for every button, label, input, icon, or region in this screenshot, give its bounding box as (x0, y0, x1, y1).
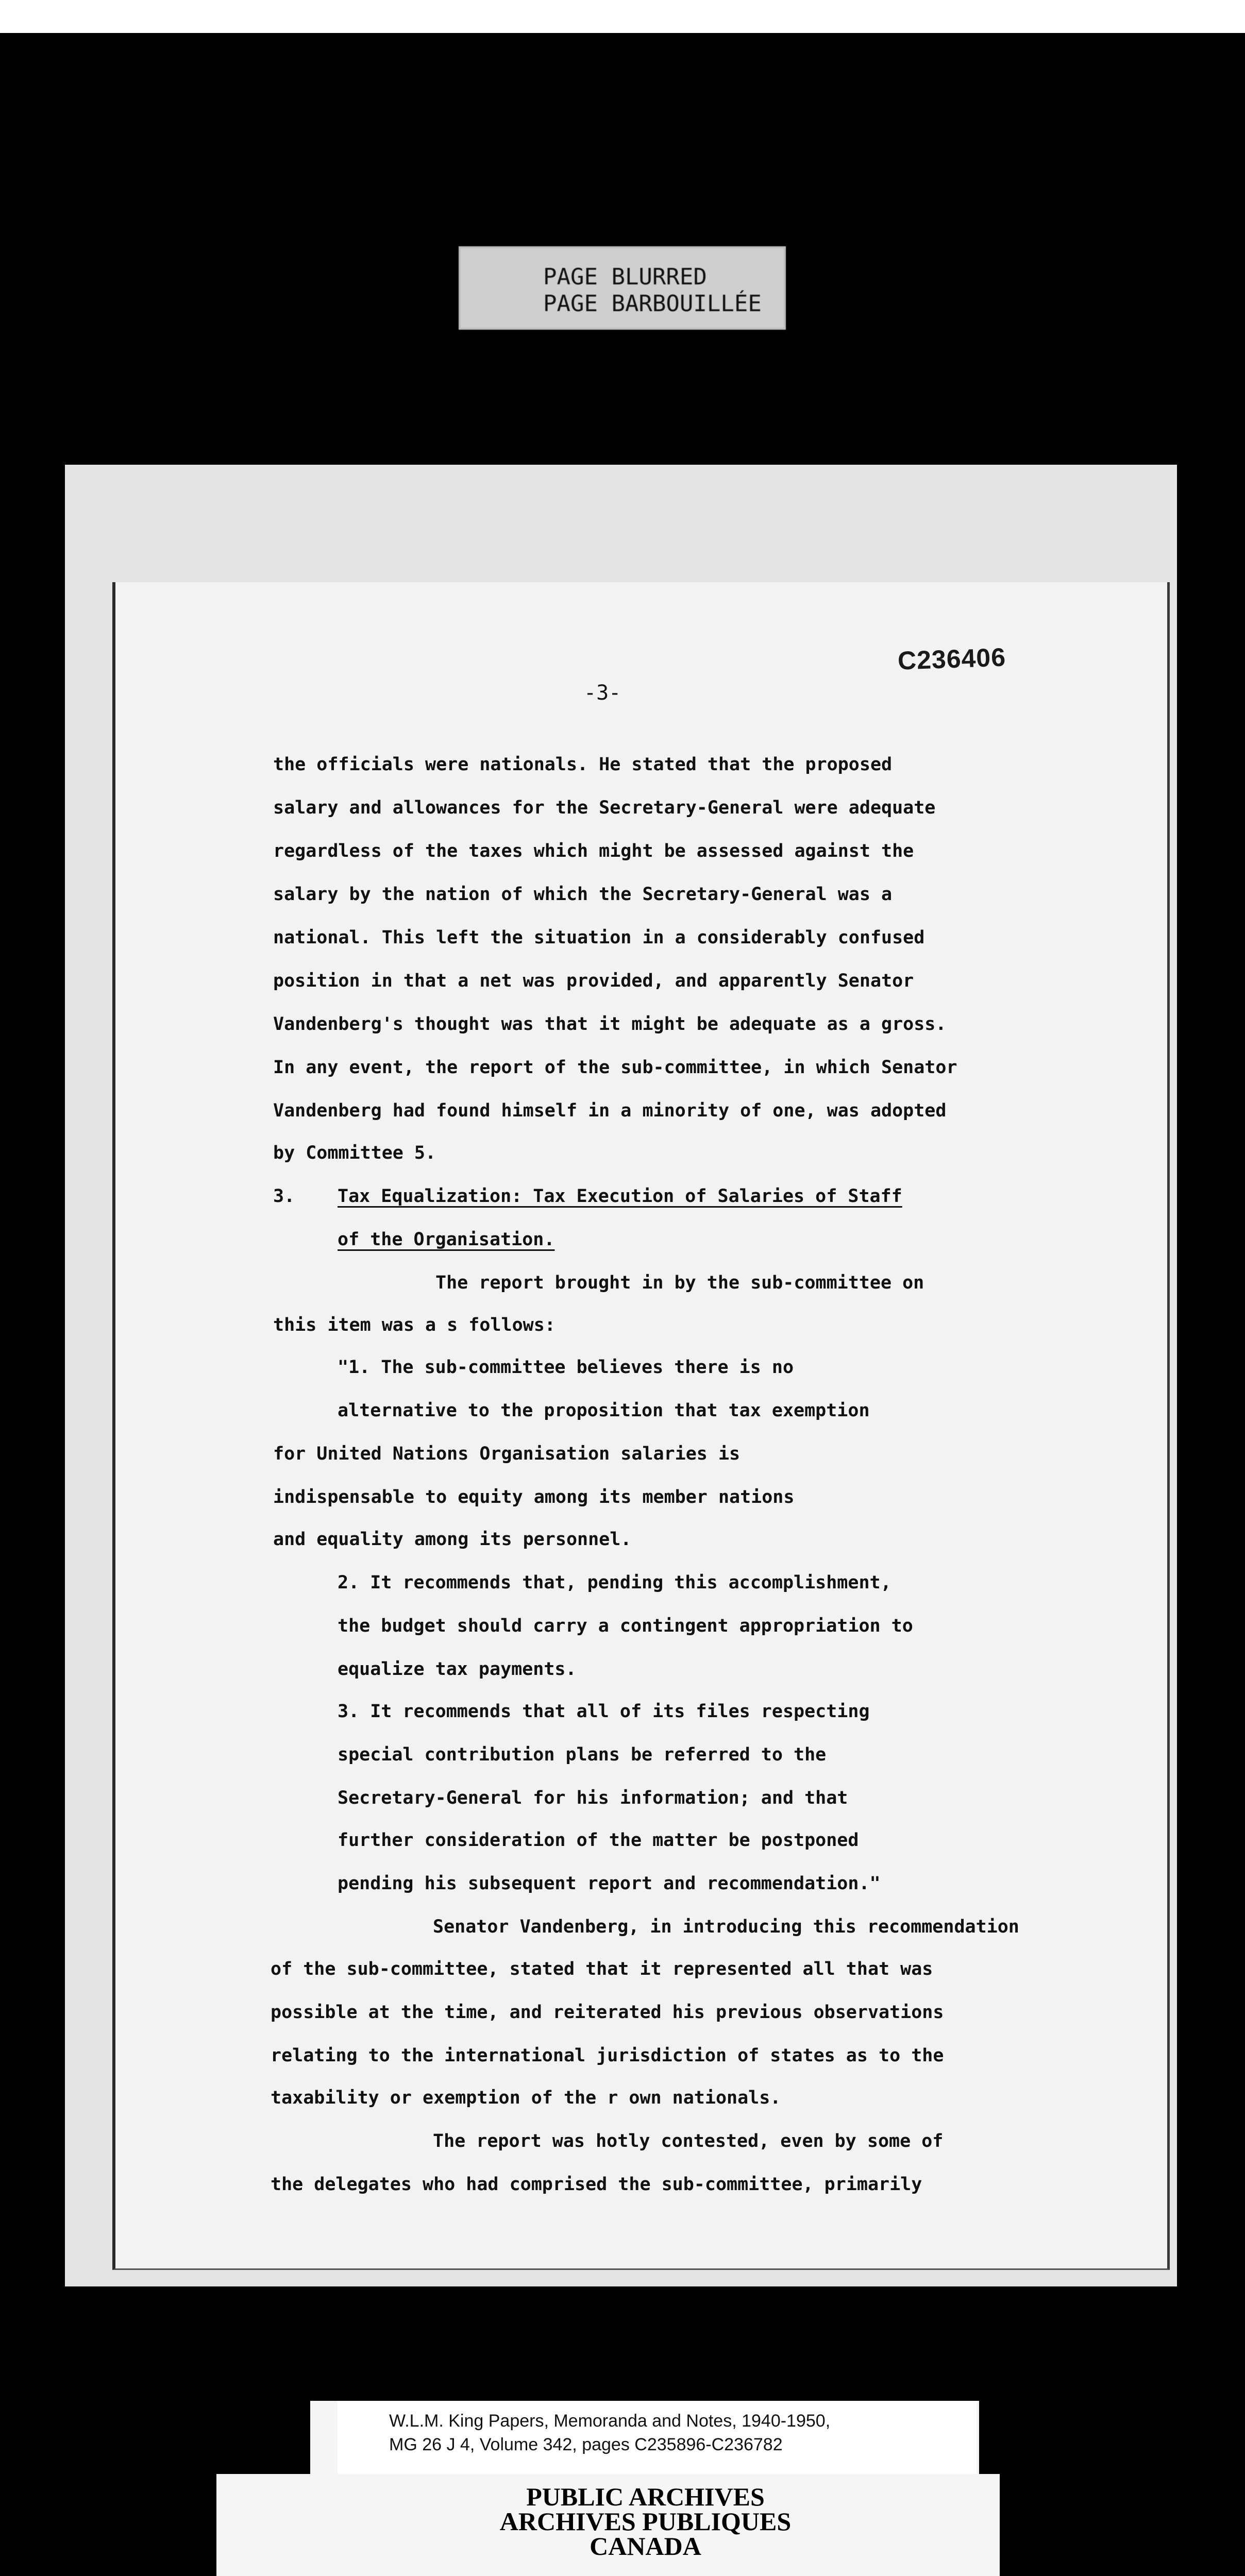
section-heading: Tax Equalization: Tax Execution of Salaries of Staff (338, 1186, 902, 1207)
text-line: by Committee 5. (273, 1143, 436, 1163)
collection-caption (338, 2401, 977, 2474)
quote-line: for United Nations Organisation salaries is (273, 1444, 741, 1464)
quote-line: 3. It recommends that all of its files respecting (338, 1701, 870, 1722)
section-heading-cont: of the Organisation. (338, 1229, 555, 1250)
text-line: national. This left the situation in a considerably confused (273, 927, 925, 948)
archive-title-en: PUBLIC ARCHIVES (526, 2482, 765, 2511)
quote-line: further consideration of the matter be postponed (338, 1830, 859, 1851)
quote-line: 2. It recommends that, pending this accomplishment, (338, 1572, 891, 1593)
text-line: position in that a net was provided, and apparently Senator (273, 971, 914, 991)
quote-line: and equality among its personnel. (273, 1529, 632, 1550)
text-line: Vandenberg's thought was that it might be adequate as a gross. (273, 1014, 947, 1035)
text-line: relating to the international jurisdiction of states as to the (271, 2045, 944, 2066)
quote-line: indispensable to equity among its member nations (273, 1487, 795, 1507)
text-line: In any event, the report of the sub-committee, in which Senator (273, 1057, 957, 1078)
quote-line: "1. The sub-committee believes there is no (338, 1357, 794, 1378)
text-line: taxability or exemption of the r own nationals. (271, 2088, 781, 2108)
top-margin (0, 0, 1245, 33)
text-line: possible at the time, and reiterated his previous observations (271, 2002, 944, 2023)
text-line: salary by the nation of which the Secretary-General was a (273, 884, 893, 905)
blur-label-en: PAGE BLURRED (543, 264, 707, 290)
quote-line: special contribution plans be referred to the (338, 1744, 827, 1765)
quote-line: alternative to the proposition that tax exemption (338, 1400, 870, 1421)
caption-line-1: W.L.M. King Papers, Memoranda and Notes, 1940-1950, (389, 2411, 831, 2431)
text-line: the officials were nationals. He stated that the proposed (273, 754, 893, 775)
text-line: salary and allowances for the Secretary-General were adequate (273, 798, 936, 818)
archive-title (312, 2482, 979, 2561)
caption-line-2: MG 26 J 4, Volume 342, pages C235896-C236782 (389, 2435, 783, 2454)
text-line: regardless of the taxes which might be assessed against the (273, 841, 914, 861)
text-line: The report brought in by the sub-committee on (435, 1273, 924, 1293)
archive-title-fr: ARCHIVES PUBLIQUES (499, 2507, 792, 2536)
text-line: Vandenberg had found himself in a minority of one, was adopted (273, 1100, 947, 1121)
quote-line: Secretary-General for his information; and that (338, 1788, 848, 1808)
footer-shadow-right (979, 2401, 1000, 2474)
page-number: -3- (584, 681, 621, 705)
quote-line: equalize tax payments. (338, 1659, 577, 1680)
quote-line: pending his subsequent report and recommendation." (338, 1873, 881, 1894)
archive-stamp: C236406 (897, 642, 1006, 675)
archive-country: CANADA (590, 2532, 701, 2561)
quote-line: the budget should carry a contingent appropriation to (338, 1616, 913, 1636)
text-line: of the sub-committee, stated that it represented all that was (271, 1959, 933, 1979)
section-number: 3. (273, 1186, 295, 1207)
text-line: The report was hotly contested, even by some of (433, 2131, 944, 2151)
text-line: this item was a s follows: (273, 1315, 556, 1335)
page-blurred-label (459, 246, 786, 330)
footer-shadow-left (216, 2401, 310, 2474)
text-line: the delegates who had comprised the sub-committee, primarily (271, 2174, 922, 2195)
text-line: Senator Vandenberg, in introducing this recommendation (433, 1917, 1019, 1937)
blur-label-fr: PAGE BARBOUILLÉE (543, 291, 762, 317)
